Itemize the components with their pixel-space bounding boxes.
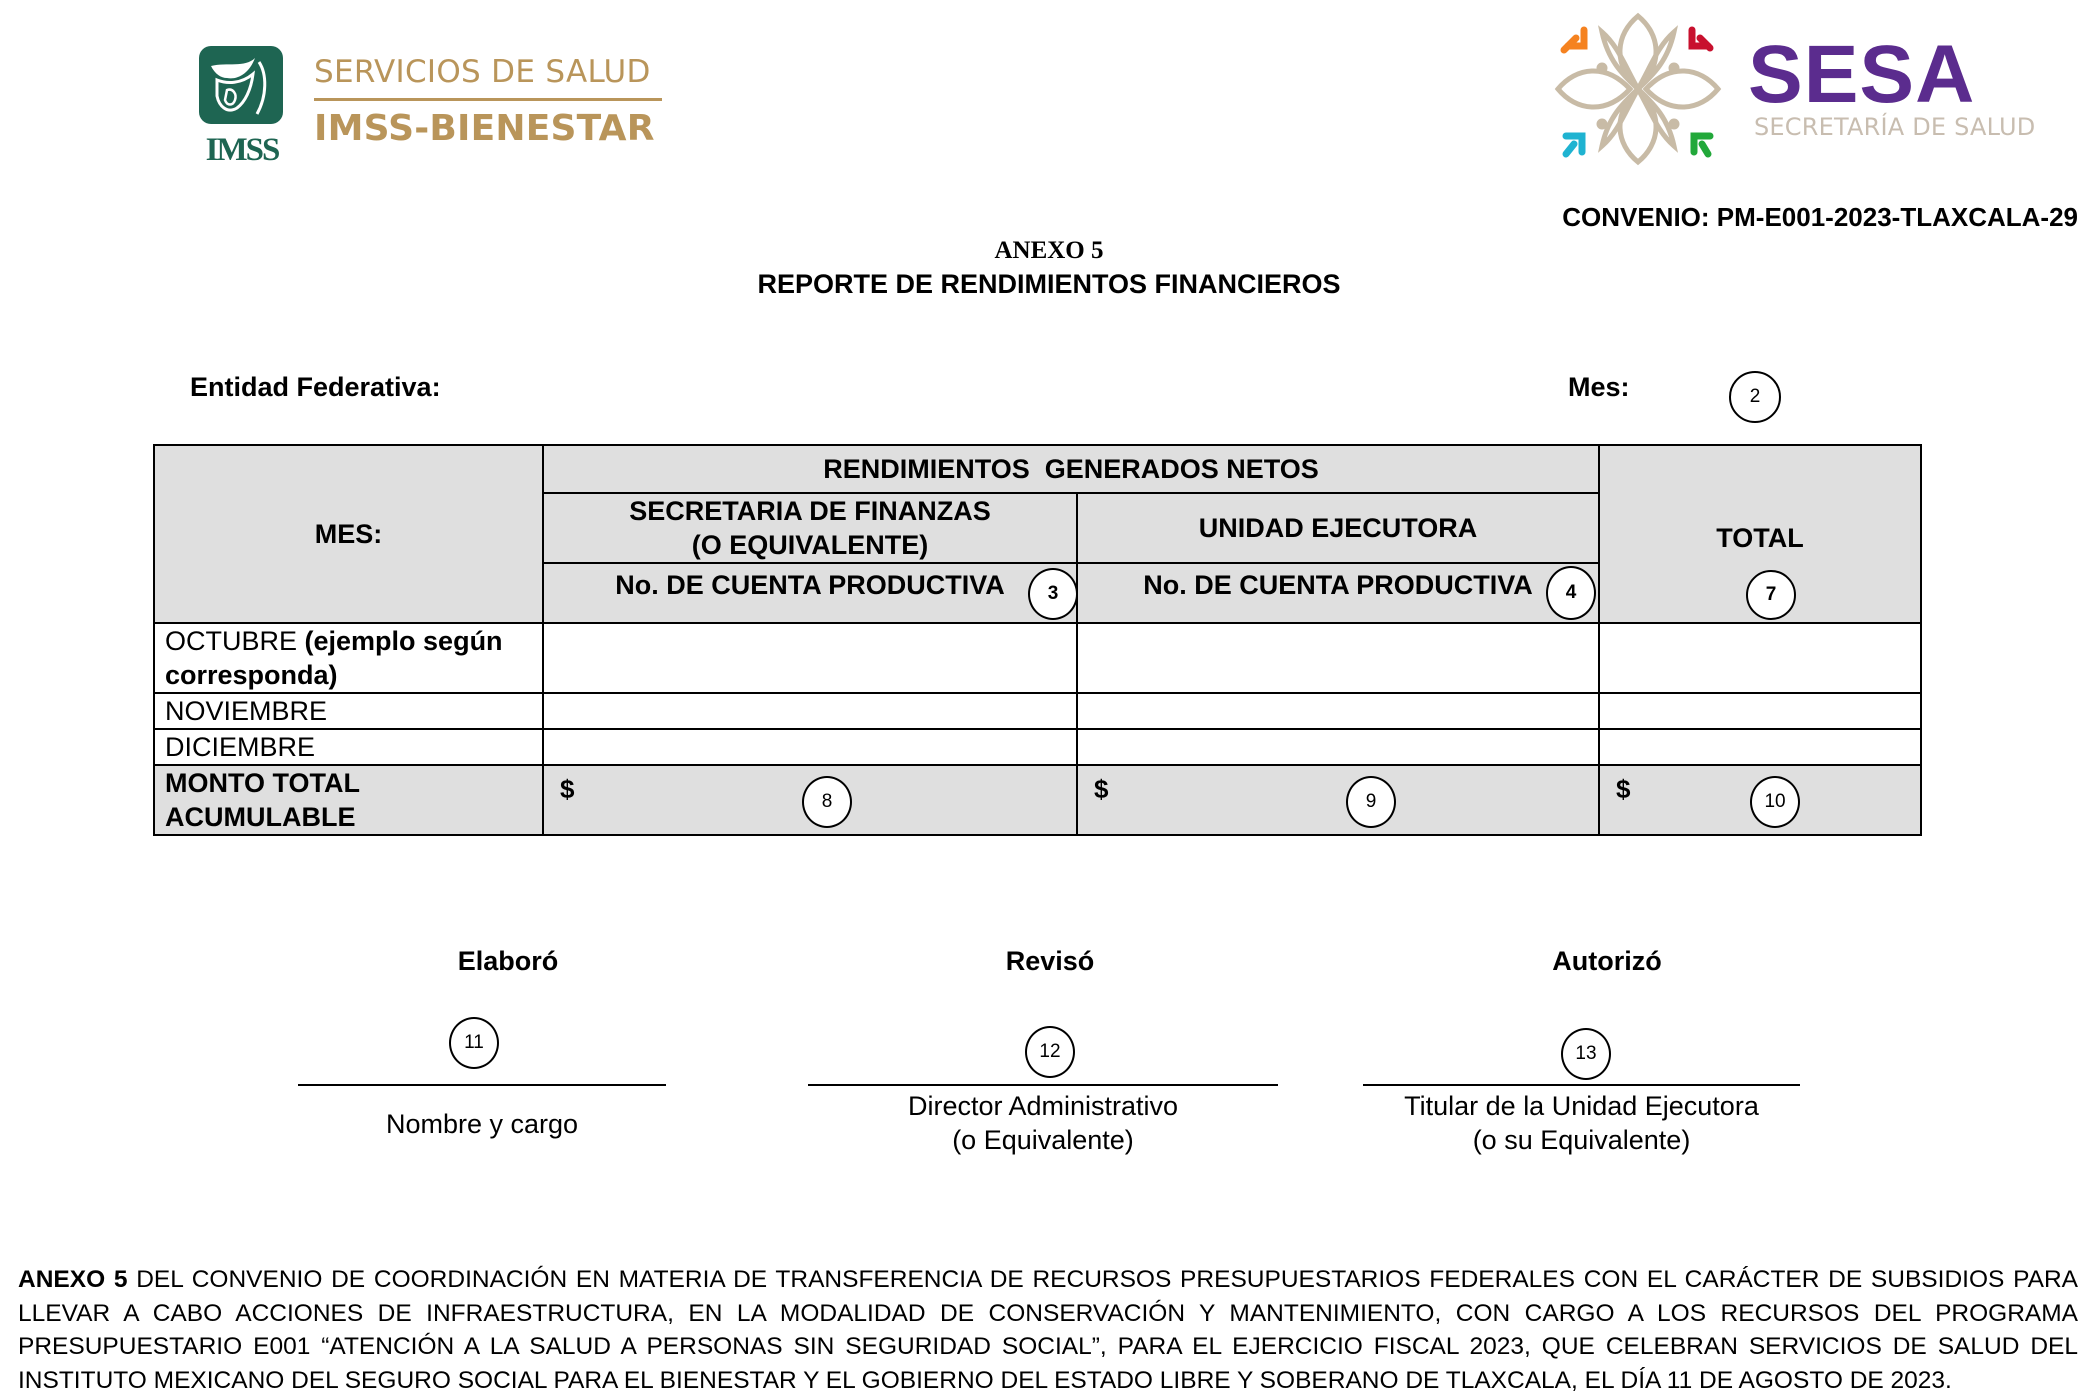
sf-currency: $ [560,774,575,804]
anexo-title: ANEXO 5 [994,237,1104,264]
cuenta-productiva-ue-header [1077,563,1599,623]
total-value-cell[interactable] [1599,693,1921,729]
cuenta-productiva-sf-header [543,563,1077,623]
secretaria-finanzas-line2: (O EQUIVALENTE) [691,530,929,560]
row-month: NOVIEMBRE [165,696,328,726]
ue-value-cell[interactable] [1077,623,1599,693]
total-total-cell[interactable] [1599,765,1921,835]
imss-logo [197,44,287,164]
rendimientos-group-header: RENDIMIENTOS GENERADOS NETOS [543,445,1599,493]
ue-account-marker-circle: 4 [1546,566,1596,620]
mes-label: Mes: [1568,372,1630,402]
ue-value-cell[interactable] [1077,729,1599,765]
row-month: OCTUBRE [165,626,298,656]
imss-eagle-logo-icon [197,44,287,164]
signature-caption [298,1107,666,1141]
sesa-wordmark: SESA [1748,29,1976,120]
signature-caption-line1: Director Administrativo [907,1091,1179,1121]
footer-text: DEL CONVENIO DE COORDINACIÓN EN MATERIA DE TRANSFERENCIA DE RECURSOS PRESUPUESTARIOS FEDERALES CON EL CARÁCTER DE SUBSIDIOS PARA LLEVAR A CABO ACCIONES DE INFRAESTRUCTURA, EN LA MODALIDAD DE CONSERVACIÓN Y MANTENIMIENTO, CON CARGO A LOS RECURSOS DEL PROGRAMA PRESUPUESTARIO E001 “ATENCIÓN A LA SALUD A PERSONAS SIN SEGURIDAD SOCIAL”, PARA EL EJERCICIO FISCAL 2023, QUE CELEBRAN SERVICIOS DE SALUD DEL INSTITUTO MEXICANO DEL SEGURO SOCIAL PARA EL BIENESTAR Y EL GOBIERNO DEL ESTADO LIBRE Y SOBERANO DE TLAXCALA, EL DÍA 11 DE AGOSTO DE 2023. [18,1266,2078,1394]
signature-heading: Autorizó [1552,946,1662,976]
signature-caption-line2: (o Equivalente) [952,1125,1134,1155]
ue-currency: $ [1094,774,1109,804]
table-row [154,693,1921,729]
signature-caption [1363,1089,1800,1157]
signature-caption [808,1089,1278,1157]
secretaria-finanzas-line1: SECRETARIA DE FINANZAS [629,496,991,526]
sf-value-cell[interactable] [543,623,1077,693]
sesa-flower-logo-icon [1552,8,1724,170]
cuenta-productiva-ue-label: No. DE CUENTA PRODUCTIVA [1143,570,1533,600]
convenio-number: CONVENIO: PM-E001-2023-TLAXCALA-29 [1562,202,2078,232]
sf-value-cell[interactable] [543,693,1077,729]
ue-total-cell[interactable] [1077,765,1599,835]
row-month-cell [154,623,543,693]
secretaria-finanzas-header [543,493,1077,563]
row-month-cell [154,729,543,765]
row-month-cell [154,693,543,729]
imss-bienestar-wordmark [314,52,666,150]
ue-value-cell[interactable] [1077,693,1599,729]
signature-line [298,1084,666,1086]
imss-line2: IMSS-BIENESTAR [314,108,655,149]
report-title: REPORTE DE RENDIMIENTOS FINANCIEROS [757,269,1341,299]
sesa-flower-logo [1552,8,1724,170]
total-value-cell[interactable] [1599,623,1921,693]
row-month-note: (ejemplo según corresponda) [165,626,503,690]
mes-column-header: MES: [154,445,543,623]
total-total-marker-circle: 10 [1750,776,1800,828]
total-value-cell[interactable] [1599,729,1921,765]
signature-heading: Elaboró [457,946,559,976]
signature-caption-line2: (o su Equivalente) [1472,1125,1691,1155]
footer-legend [18,1263,2078,1397]
signature-heading: Revisó [1005,946,1095,976]
cuenta-productiva-sf-label: No. DE CUENTA PRODUCTIVA [615,570,1005,600]
total-column-header [1599,445,1921,623]
sf-value-cell[interactable] [543,729,1077,765]
rendimientos-table [153,444,1922,836]
mes-marker-circle: 2 [1729,371,1781,423]
table-row [154,623,1921,693]
svg-text:IMSS: IMSS [205,132,279,164]
signature-caption-line1: Nombre y cargo [385,1109,579,1139]
footer-lead: ANEXO 5 [18,1266,128,1293]
signature-marker-circle: 12 [1025,1026,1075,1078]
imss-divider [314,98,662,101]
total-header-label: TOTAL [1716,523,1804,553]
monto-total-label: MONTO TOTAL ACUMULABLE [154,765,543,835]
sesa-subtitle: SECRETARÍA DE SALUD [1754,113,2036,141]
table-row [154,729,1921,765]
signature-marker-circle: 13 [1561,1028,1611,1080]
row-month: DICIEMBRE [165,732,316,762]
unidad-ejecutora-header: UNIDAD EJECUTORA [1077,493,1599,563]
sf-total-marker-circle: 8 [802,776,852,828]
entidad-federativa-label: Entidad Federativa: [190,372,441,402]
sf-total-cell[interactable] [543,765,1077,835]
signature-caption-line1: Titular de la Unidad Ejecutora [1404,1091,1759,1121]
ue-total-marker-circle: 9 [1346,776,1396,828]
imss-line1: SERVICIOS DE SALUD [314,54,651,90]
total-marker-circle: 7 [1746,570,1796,620]
signature-marker-circle: 11 [449,1017,499,1069]
signature-line [1363,1084,1800,1086]
signature-line [808,1084,1278,1086]
total-row [154,765,1921,835]
sf-account-marker-circle: 3 [1028,568,1078,620]
total-currency: $ [1616,774,1631,804]
